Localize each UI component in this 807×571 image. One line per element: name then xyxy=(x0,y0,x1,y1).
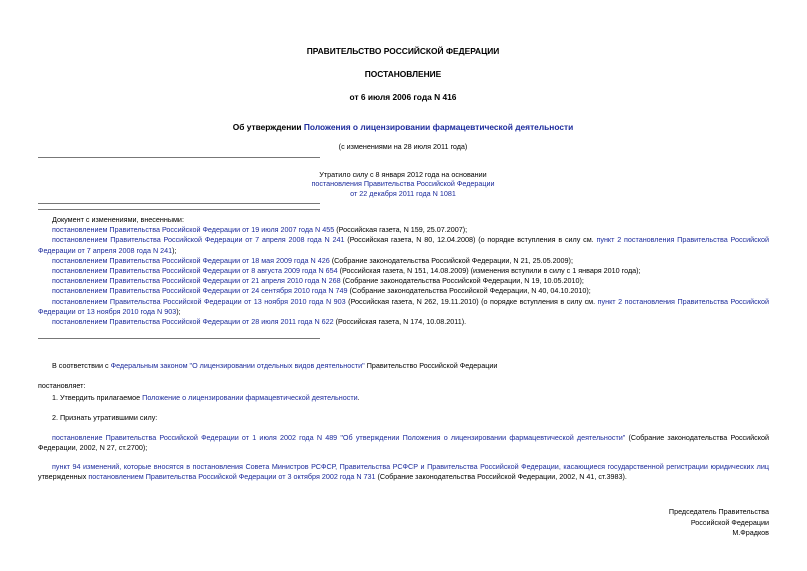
preamble xyxy=(38,361,769,371)
list-item xyxy=(38,297,769,317)
change-text: (Российская газета, N 80, 12.04.2008) (о порядке вступления в силу см. xyxy=(344,235,597,245)
decrees-word: постановляет: xyxy=(38,381,86,391)
repeal-2 xyxy=(38,462,769,482)
repeal2-link-secondary[interactable]: постановлением Правительства Российской Федерации от 3 октября 2002 года N 731 xyxy=(88,472,376,482)
federal-law-link[interactable]: Федеральным законом "О лицензировании отдельных видов деятельности" xyxy=(110,361,365,370)
divider xyxy=(38,338,320,339)
change-link-secondary[interactable]: пункт 2 постановления Правительства Российской Федерации от 7 апреля 2008 года N 241 xyxy=(38,235,769,255)
signature-name: М.Фрадков xyxy=(732,528,769,538)
change-text: ); xyxy=(176,306,181,316)
list-item xyxy=(38,266,769,276)
changes-intro: Документ с изменениями, внесенными: xyxy=(52,215,184,224)
expired-notice xyxy=(38,170,768,198)
divider xyxy=(38,203,320,204)
signature-block xyxy=(669,507,769,539)
list-item xyxy=(38,276,769,286)
repeal-1 xyxy=(38,433,769,453)
change-text: (Российская газета, N 159, 25.07.2007); xyxy=(334,225,468,235)
item-1 xyxy=(38,393,769,403)
regulation-link[interactable]: Положение о лицензировании фармацевтической деятельности xyxy=(142,393,358,403)
decree-body xyxy=(38,361,769,483)
title-link[interactable]: Положения о лицензировании фармацевтической деятельности xyxy=(303,122,574,132)
change-link[interactable]: постановлением Правительства Российской Федерации от 7 апреля 2008 года N 241 xyxy=(52,235,345,245)
preamble-prefix: В соответствии с xyxy=(52,361,111,370)
change-link[interactable]: постановлением Правительства Российской Федерации от 28 июля 2011 года N 622 xyxy=(52,317,334,327)
expired-line1: Утратило силу с 8 января 2012 года на основании xyxy=(319,170,487,179)
change-text: (Собрание законодательства Российской Федерации, N 19, 10.05.2010); xyxy=(340,276,584,286)
repeal2-text: утвержденных xyxy=(38,472,89,482)
change-text: (Собрание законодательства Российской Федерации, N 40, 04.10.2010); xyxy=(347,286,591,296)
item-2: 2. Признать утратившими силу: xyxy=(52,412,158,422)
list-item xyxy=(38,256,769,266)
authority-heading: ПРАВИТЕЛЬСТВО РОССИЙСКОЙ ФЕДЕРАЦИИ xyxy=(306,46,500,56)
change-link[interactable]: постановлением Правительства Российской Федерации от 24 сентября 2010 года N 749 xyxy=(52,286,348,296)
divider xyxy=(38,157,320,158)
list-item xyxy=(38,317,769,327)
change-link-secondary[interactable]: пункт 2 постановления Правительства Российской Федерации от 13 ноября 2010 года N 903 xyxy=(38,296,769,316)
expired-link-line2[interactable]: постановления Правительства Российской Федерации xyxy=(311,179,495,189)
list-item xyxy=(38,235,769,255)
item1-suffix: . xyxy=(357,393,360,403)
change-link[interactable]: постановлением Правительства Российской Федерации от 21 апреля 2010 года N 268 xyxy=(52,276,341,286)
repeal2-link[interactable]: пункт 94 изменений, которые вносятся в постановления Совета Министров РСФСР, Правительства РСФСР и Правительства Российской Федерации, касающиеся государственной регистрации юридических лиц xyxy=(52,462,769,472)
divider xyxy=(38,209,320,210)
change-text: (Российская газета, N 262, 19.11.2010) (о порядке вступления в силу см. xyxy=(345,296,598,306)
amendments-note: (с изменениями на 28 июля 2011 года) xyxy=(338,142,468,151)
change-link[interactable]: постановлением Правительства Российской Федерации от 18 мая 2009 года N 426 xyxy=(52,255,330,265)
change-link[interactable]: постановлением Правительства Российской Федерации от 19 июля 2007 года N 455 xyxy=(52,225,335,235)
change-text: (Собрание законодательства Российской Федерации, N 21, 25.05.2009); xyxy=(329,255,573,265)
signature-country: Российской Федерации xyxy=(690,517,769,527)
change-text: (Российская газета, N 151, 14.08.2009) (изменения вступили в силу с 1 января 2010 года); xyxy=(337,266,641,276)
signature-position: Председатель Правительства xyxy=(668,507,769,516)
changes-list xyxy=(38,215,769,327)
repeal1-link[interactable]: постановление Правительства Российской Федерации от 1 июля 2002 года N 489 "Об утверждении Положения о лицензировании фармацевтической деятельности" xyxy=(52,432,626,442)
repeal1-text: (Собрание законодательства Российской Федерации, 2002, N 27, ст.2700); xyxy=(38,432,769,453)
doc-type-heading: ПОСТАНОВЛЕНИЕ xyxy=(364,69,442,79)
date-number-heading: от 6 июля 2006 года N 416 xyxy=(349,92,457,102)
title-prefix: Об утверждении xyxy=(232,122,304,132)
document-title xyxy=(38,122,768,133)
change-text: (Российская газета, N 174, 10.08.2011). xyxy=(333,317,467,327)
change-link[interactable]: постановлением Правительства Российской Федерации от 8 августа 2009 года N 654 xyxy=(52,266,338,276)
change-link[interactable]: постановлением Правительства Российской Федерации от 13 ноября 2010 года N 903 xyxy=(52,296,346,306)
repeal2-text: (Собрание законодательства Российской Федерации, 2002, N 41, ст.3983). xyxy=(375,472,627,482)
item1-prefix: 1. Утвердить прилагаемое xyxy=(52,393,143,403)
change-text: ); xyxy=(172,245,177,255)
expired-link-line3[interactable]: от 22 декабря 2011 года N 1081 xyxy=(350,188,456,198)
preamble-suffix: Правительство Российской Федерации xyxy=(364,361,498,370)
list-item xyxy=(38,286,769,296)
list-item xyxy=(38,225,769,235)
